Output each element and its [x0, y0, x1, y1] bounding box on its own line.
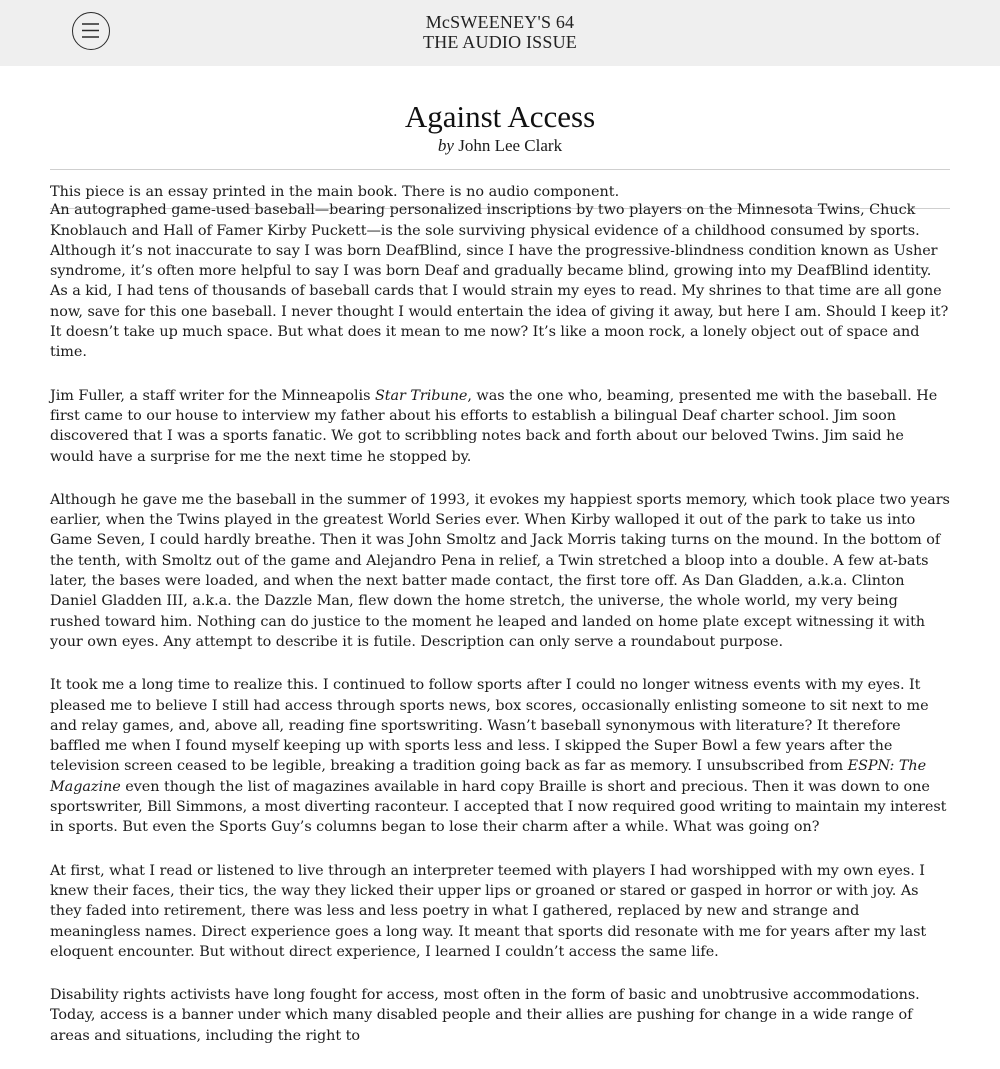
paragraph-text: An autographed game-used baseball—bearing personalized inscriptions by two players on the Minnesota Twins, Chuck Knoblauch and Hall of Famer Kirby Puckett—is the sole surviving physical evidence of a childhood consumed by sports. Although it’s not inaccurate to say I was born DeafBlind, since I have the progressive-blindness condition known as Usher syndrome, it’s often more helpful to say I was born Deaf and gradually became blind, growing into my DeafBlind identity. As a kid, I had tens of thousands of baseball cards that I would strain my eyes to read. My shrines to that time are all gone now, save for this one baseball. I never thought I would entertain the idea of giving it away, but here I am. Should I keep it? It doesn’t take up much space. But what does it mean to me now? It’s like a moon rock, a lonely object out of space and time.	[50, 202, 949, 361]
article-paragraph	[50, 200, 950, 362]
article-paragraph	[50, 985, 950, 1046]
article-body	[50, 200, 950, 1046]
italic-title: Star Tribune	[374, 387, 468, 404]
author-name: John Lee Clark	[458, 136, 563, 155]
divider	[50, 169, 950, 170]
paragraph-text: It took me a long time to realize this. I continued to follow sports after I could no longer witness events with my eyes. It pleased me to believe I still had access through sports news, box scores, occasionally enlisting someone to sit next to me and relay games, and, above all, reading fine sportswriting. Wasn’t baseball synonymous with literature? It therefore baffled me when I found myself keeping up with sports less and less. I skipped the Super Bowl a few years after the television screen ceased to be legible, breaking a tradition going back as far as memory. I unsubscribed from	[50, 677, 929, 775]
paragraph-text: even though the list of magazines available in hard copy Braille is short and precious. Then it was down to one sportswriter, Bill Simmons, a most diverting raconteur. I accepted that I now required good writing to maintain my interest in sports. But even the Sports Guy’s columns began to lose their charm after a while. What was going on?	[50, 778, 947, 836]
paragraph-text: Disability rights activists have long fought for access, most often in the form of basic and unobtrusive accommodations. Today, access is a banner under which many disabled people and their allies are pushing for change in a wide range of areas and situations, including the right to	[50, 987, 920, 1044]
paragraph-text: Although he gave me the baseball in the summer of 1993, it evokes my happiest sports memory, which took place two years earlier, when the Twins played in the greatest World Series ever. When Kirby walloped it out of the park to take us into Game Seven, I could hardly breathe. Then it was John Smoltz and Jack Morris taking turns on the mound. In the bottom of the tenth, with Smoltz out of the game and Alejandro Pena in relief, a Twin stretched a bloop into a double. A few at-bats later, the bases were loaded, and when the next batter made contact, the first tore off. As Dan Gladden, a.k.a. Clinton Daniel Gladden III, a.k.a. the Dazzle Man, flew down the home stretch, the universe, the whole world, my very being rushed toward him. Nothing can do justice to the moment he leaped and landed on home plate except witnessing it with your own eyes. Any attempt to describe it is futile. Description can only serve a roundabout purpose.	[50, 491, 950, 650]
byline	[50, 136, 950, 156]
audio-note: This piece is an essay printed in the main book. There is no audio component.	[50, 184, 620, 200]
article	[50, 66, 950, 1069]
top-bar	[0, 0, 1000, 66]
byline-prefix: by	[437, 136, 454, 155]
article-paragraph	[50, 386, 950, 467]
masthead-subtitle: THE AUDIO ISSUE	[423, 32, 577, 52]
masthead-issue: McSWEENEY'S 64	[425, 12, 575, 32]
paragraph-text: At first, what I read or listened to live through an interpreter teemed with players I had worshipped with my own eyes. I knew their faces, their tics, the way they licked their upper lips or groaned or stared or gasped in horror or with joy. As they faded into retirement, there was less and less poetry in what I gathered, replaced by new and strange and meaningless names. Direct experience goes a long way. It meant that sports did resonate with me for years after my last eloquent encounter. But without direct experience, I learned I couldn’t access the same life.	[50, 862, 927, 960]
paragraph-text: , was the one who, beaming, presented me with the baseball. He first came to our house to interview my father about his efforts to establish a bilingual Deaf charter school. Jim soon discovered that I was a sports fanatic. We got to scribbling notes back and forth about our beloved Twins. Jim said he would have a surprise for me the next time he stopped by.	[50, 387, 938, 465]
masthead[interactable]	[0, 12, 1000, 52]
article-paragraph	[50, 490, 950, 652]
article-paragraph	[50, 861, 950, 962]
article-title: Against Access	[404, 99, 596, 134]
paragraph-text: Jim Fuller, a staff writer for the Minneapolis	[50, 387, 375, 404]
italic-title: ESPN: The Magazine	[50, 758, 927, 795]
article-paragraph	[50, 675, 950, 837]
